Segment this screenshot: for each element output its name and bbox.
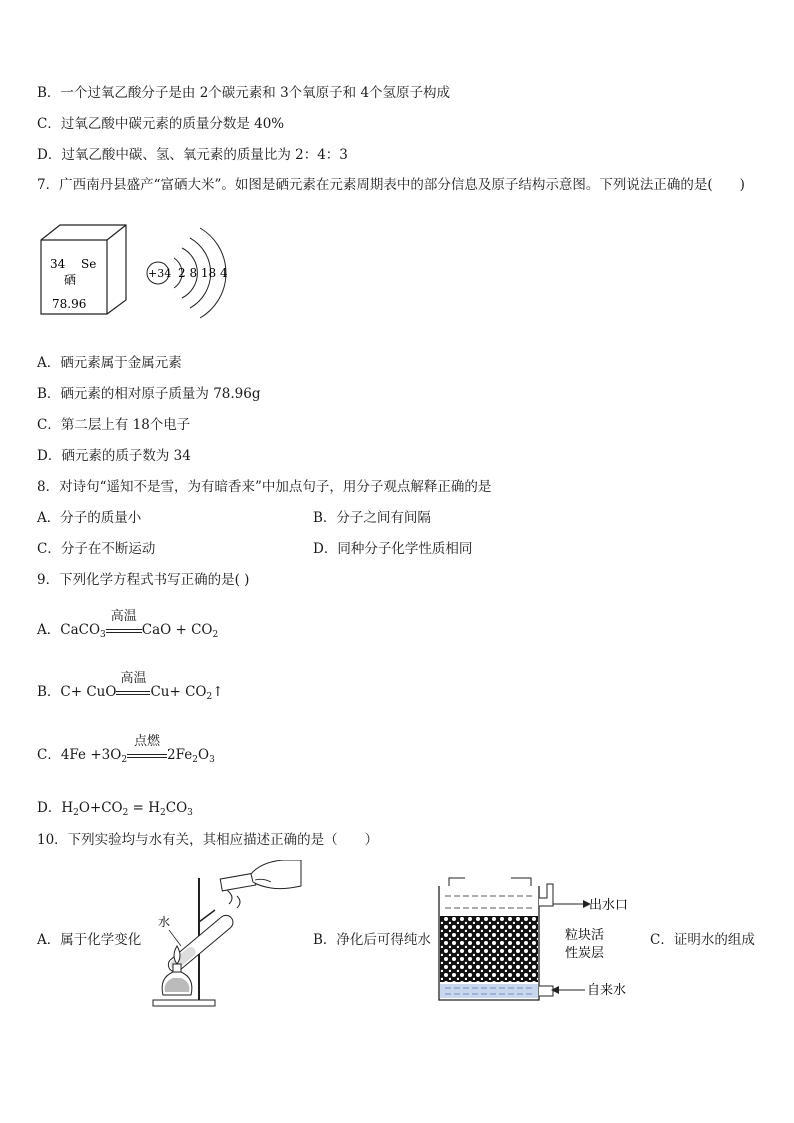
selenium-figure <box>38 222 233 322</box>
q8-option-d: D．同种分子化学性质相同 <box>313 541 473 557</box>
atomic-mass: 78.96 <box>52 297 87 311</box>
q8-option-a: A．分子的质量小 <box>37 510 142 526</box>
q6-option-d: D．过氧乙酸中碳、氢、氧元素的质量比为 2：4：3 <box>37 147 348 163</box>
atomic-number: 34 <box>50 257 66 271</box>
water-label: 水 <box>158 915 171 929</box>
q10-option-c: C．证明水的组成 <box>650 932 755 948</box>
carbon-label-line1: 粒块活 <box>565 928 605 943</box>
heating-water-apparatus <box>143 860 303 1010</box>
q7-option-c: C．第二层上有 18个电子 <box>37 417 191 433</box>
q7-option-a: A．硒元素属于金属元素 <box>37 355 182 371</box>
outlet-label: 出水口 <box>589 898 629 913</box>
q6-option-c: C．过氧乙酸中碳元素的质量分数是 40% <box>37 116 285 132</box>
q8-option-b: B．分子之间有间隔 <box>313 510 431 526</box>
q8-option-c: C．分子在不断运动 <box>37 541 156 557</box>
nucleus-charge: +34 <box>148 267 172 280</box>
element-name: 硒 <box>64 273 77 287</box>
q9-option-b: B．C+ CuO 高温 $Cu+ CO_2↑$ <box>37 671 224 702</box>
inlet-label: 自来水 <box>587 983 627 998</box>
element-tile <box>41 225 126 314</box>
q7-stem: 7．广西南丹县盛产“富硒大米”。如图是硒元素在元素周期表中的部分信息及原子结构示意图。下列说法正确的是( ) <box>37 177 745 193</box>
element-symbol: Se <box>81 257 97 271</box>
q9-option-c: C．$4Fe +3O_2$ 点燃 $2Fe_2O_3$ <box>37 734 215 765</box>
q10-option-a: A．属于化学变化 <box>37 932 142 948</box>
electron-shells: 2 8 18 4 <box>178 266 228 280</box>
water-purifier-diagram <box>435 876 635 1006</box>
q8-stem: 8．对诗句“遥知不是雪，为有暗香来”中加点句子，用分子观点解释正确的是 <box>37 479 492 495</box>
q9-option-a: A．CaCO$_3$ 高温 CaO + $CO_2$ <box>37 609 219 640</box>
atom-structure-diagram <box>147 228 228 318</box>
q9-option-d: D．$H_2O+CO_2 = H_2CO_3$ <box>37 800 193 818</box>
q7-option-d: D．硒元素的质子数为 34 <box>37 448 191 464</box>
carbon-label-line2: 性炭层 <box>565 946 605 961</box>
q10-stem: 10．下列实验均与水有关，其相应描述正确的是（ ） <box>37 832 379 848</box>
q10-option-b: B．净化后可得纯水 <box>313 932 431 948</box>
q7-option-b: B．硒元素的相对原子质量为 78.96g <box>37 386 261 402</box>
q6-option-b: B．一个过氧乙酸分子是由 2个碳元素和 3个氧原子和 4个氢原子构成 <box>37 85 451 101</box>
q9-stem: 9．下列化学方程式书写正确的是( ) <box>37 572 250 588</box>
